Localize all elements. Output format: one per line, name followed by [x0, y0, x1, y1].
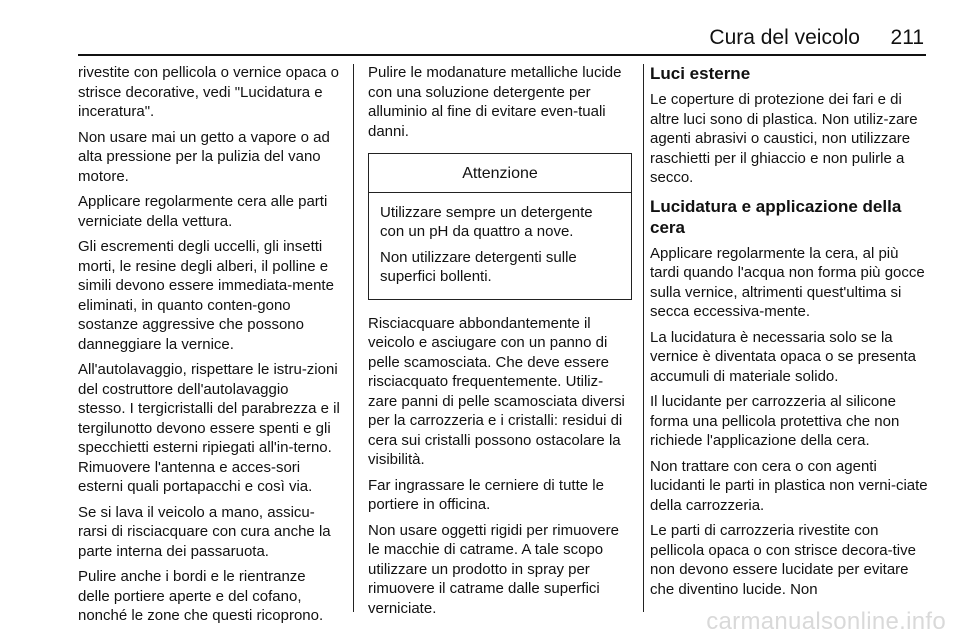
paragraph: rivestite con pellicola o vernice opaca o strisce decorative, vedi "Lucidatura e inceratura". — [78, 64, 339, 120]
section-heading: Luci esterne — [650, 64, 751, 83]
warning-body — [369, 193, 631, 299]
column-1 — [78, 63, 340, 632]
paragraph: All'autolavaggio, rispettare le istru-zioni del costruttore dell'autolavaggio stesso. I tergicristalli del parabrezza e il tergilunotto devono essere spenti e gli specchietti esterni ripiegati all'in-terno. Rimuovere l'antenna e acces-sori esterni quali portapacchi e così via. — [78, 361, 340, 495]
paragraph: Non usare oggetti rigidi per rimuovere le macchie di catrame. A tale scopo utilizzare un prodotto in spray per rimuovere il catrame dalle superfici verniciate. — [368, 521, 619, 617]
column-divider — [643, 64, 644, 612]
watermark: carmanualsonline.info — [706, 608, 946, 635]
paragraph: Se si lava il veicolo a mano, assicu-rarsi di risciacquare con cura anche la parte interna dei passaruota. — [78, 503, 331, 560]
paragraph: Non usare mai un getto a vapore o ad alta pressione per la pulizia del vano motore. — [78, 128, 330, 185]
column-divider — [353, 64, 354, 612]
paragraph: La lucidatura è necessaria solo se la vernice è diventata opaca o se presenta accumuli di materiale solido. — [650, 328, 917, 385]
paragraph: Applicare regolarmente la cera, al più tardi quando l'acqua non forma più gocce sulla vernice, altrimenti quest'ultima si secca eccessiva-mente. — [650, 244, 925, 320]
page-number: 211 — [890, 26, 924, 49]
paragraph: Le parti di carrozzeria rivestite con pellicola opaca o con strisce decora-tive non devono essere lucidate per evitare che diventino lucide. Non — [650, 522, 916, 598]
column-2 — [368, 63, 632, 624]
warning-box — [368, 153, 632, 300]
warning-line: Non utilizzare detergenti sulle superfici bollenti. — [380, 248, 577, 285]
section-heading: Lucidatura e applicazione della cera — [650, 196, 902, 237]
paragraph: Non trattare con cera o con agenti lucidanti le parti in plastica non verni-ciate della carrozzeria. — [650, 457, 928, 514]
paragraph: Il lucidante per carrozzeria al silicone forma una pellicola protettiva che non richiede l'applicazione della cera. — [650, 393, 900, 449]
paragraph: Far ingrassare le cerniere di tutte le portiere in officina. — [368, 476, 604, 513]
paragraph: Le coperture di protezione dei fari e di altre luci sono di plastica. Non utiliz-zare agenti abrasivi o caustici, non utilizzare raschietti per il ghiaccio e non pulirle a secco. — [650, 91, 918, 186]
warning-line: Utilizzare sempre un detergente con un pH da quattro a nove. — [380, 203, 593, 240]
column-3 — [650, 63, 928, 605]
page-header — [78, 26, 926, 56]
page-title: Cura del veicolo — [709, 26, 860, 49]
paragraph: Gli escrementi degli uccelli, gli insetti morti, le resine degli alberi, il polline e simili devono essere immediata-mente eliminati, in quanto conten-gono sostanze aggressive che possono danneggiare la vernice. — [78, 238, 334, 353]
paragraph: Pulire anche i bordi e le rientranze delle portiere aperte e del cofano, nonché le zone che questi ricoprono. — [78, 568, 324, 624]
paragraph: Risciacquare abbondantemente il veicolo e asciugare con un panno di pelle scamosciata. Che deve essere risciacquato frequentemente. Utiliz-zare panni di pelle scamosciata diversi per la carrozzeria e i cristalli: residui di cera sui cristalli possono ostacolare la visibilità. — [368, 314, 625, 468]
paragraph: Pulire le modanature metalliche lucide con una soluzione detergente per alluminio al fine di evitare even-tuali danni. — [368, 64, 622, 140]
warning-title: Attenzione — [369, 154, 631, 193]
paragraph: Applicare regolarmente cera alle parti verniciate della vettura. — [78, 193, 328, 230]
